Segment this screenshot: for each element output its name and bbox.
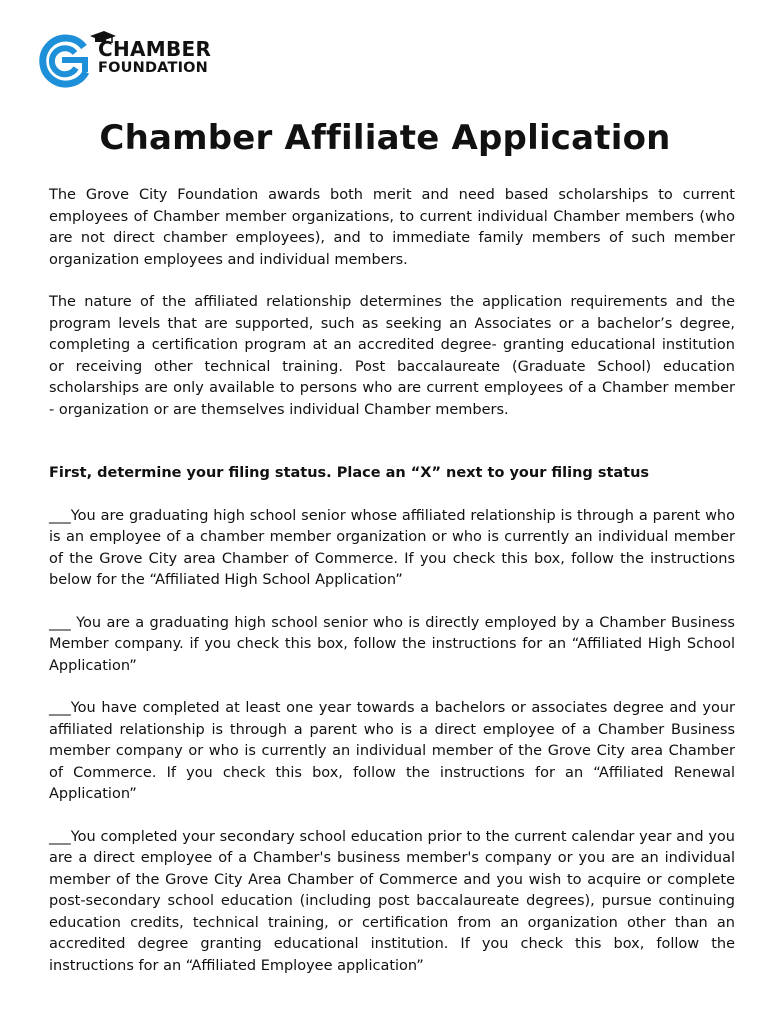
document-body [49,185,735,998]
filing-status-option-2: ___ You are a graduating high school senior who is directly employed by a Chamber Business Member company. if you check this box, follow the instructions for an “Affiliated High School Application” [49,614,735,674]
filing-status-heading: First, determine your filing status. Place an “X” next to your filing status [49,465,650,481]
logo-line-chamber: CHAMBER [98,37,212,61]
filing-status-option-1: ___You are graduating high school senior whose affiliated relationship is through a parent who is an employee of a chamber member organization or who is currently an individual member of the Grove City area Chamber of Commerce. If you check this box, follow the instructions below for the “Affiliated High School Application” [49,507,735,588]
chamber-foundation-logo [32,30,232,90]
logo-wordmark [98,39,211,76]
filing-status-option-3: ___You have completed at least one year towards a bachelors or associates degree and your affiliated relationship is through a parent who is a direct employee of a Chamber Business member company or who is currently an individual member of the Grove City area Chamber of Commerce. If you check this box, follow the instructions for an “Affiliated Renewal Application” [49,700,735,802]
intro-paragraph-2: The nature of the affiliated relationship determines the application requirements and the program levels that are supported, such as seeking an Associates or a bachelor’s degree, completing a certification program at an accredited degree- granting educational institution or receiving other technical training. Post baccalaureate (Graduate School) education scholarships are only available to persons who are current employees of a Chamber member - organization or are themselves individual Chamber members. [49,294,735,418]
filing-status-option-4: ___You completed your secondary school education prior to the current calendar year and you are a direct employee of a Chamber's business member's company or you are an individual member of the Grove City Area Chamber of Commerce and you wish to acquire or complete post-secondary school education (including post baccalaureate degrees), pursue continuing education credits, technical training, or certification from an organization other than an accredited degree granting educational institution. If you check this box, follow the instructions for an “Affiliated Employee application” [49,828,735,974]
page-title: Chamber Affiliate Application [99,118,671,158]
logo-line-foundation: FOUNDATION [98,60,209,76]
intro-paragraph-1: The Grove City Foundation awards both merit and need based scholarships to current employees of Chamber member organizations, to current individual Chamber members (who are not direct chamber employees), and to immediate family members of such member organization employees and individual members. [49,187,735,268]
